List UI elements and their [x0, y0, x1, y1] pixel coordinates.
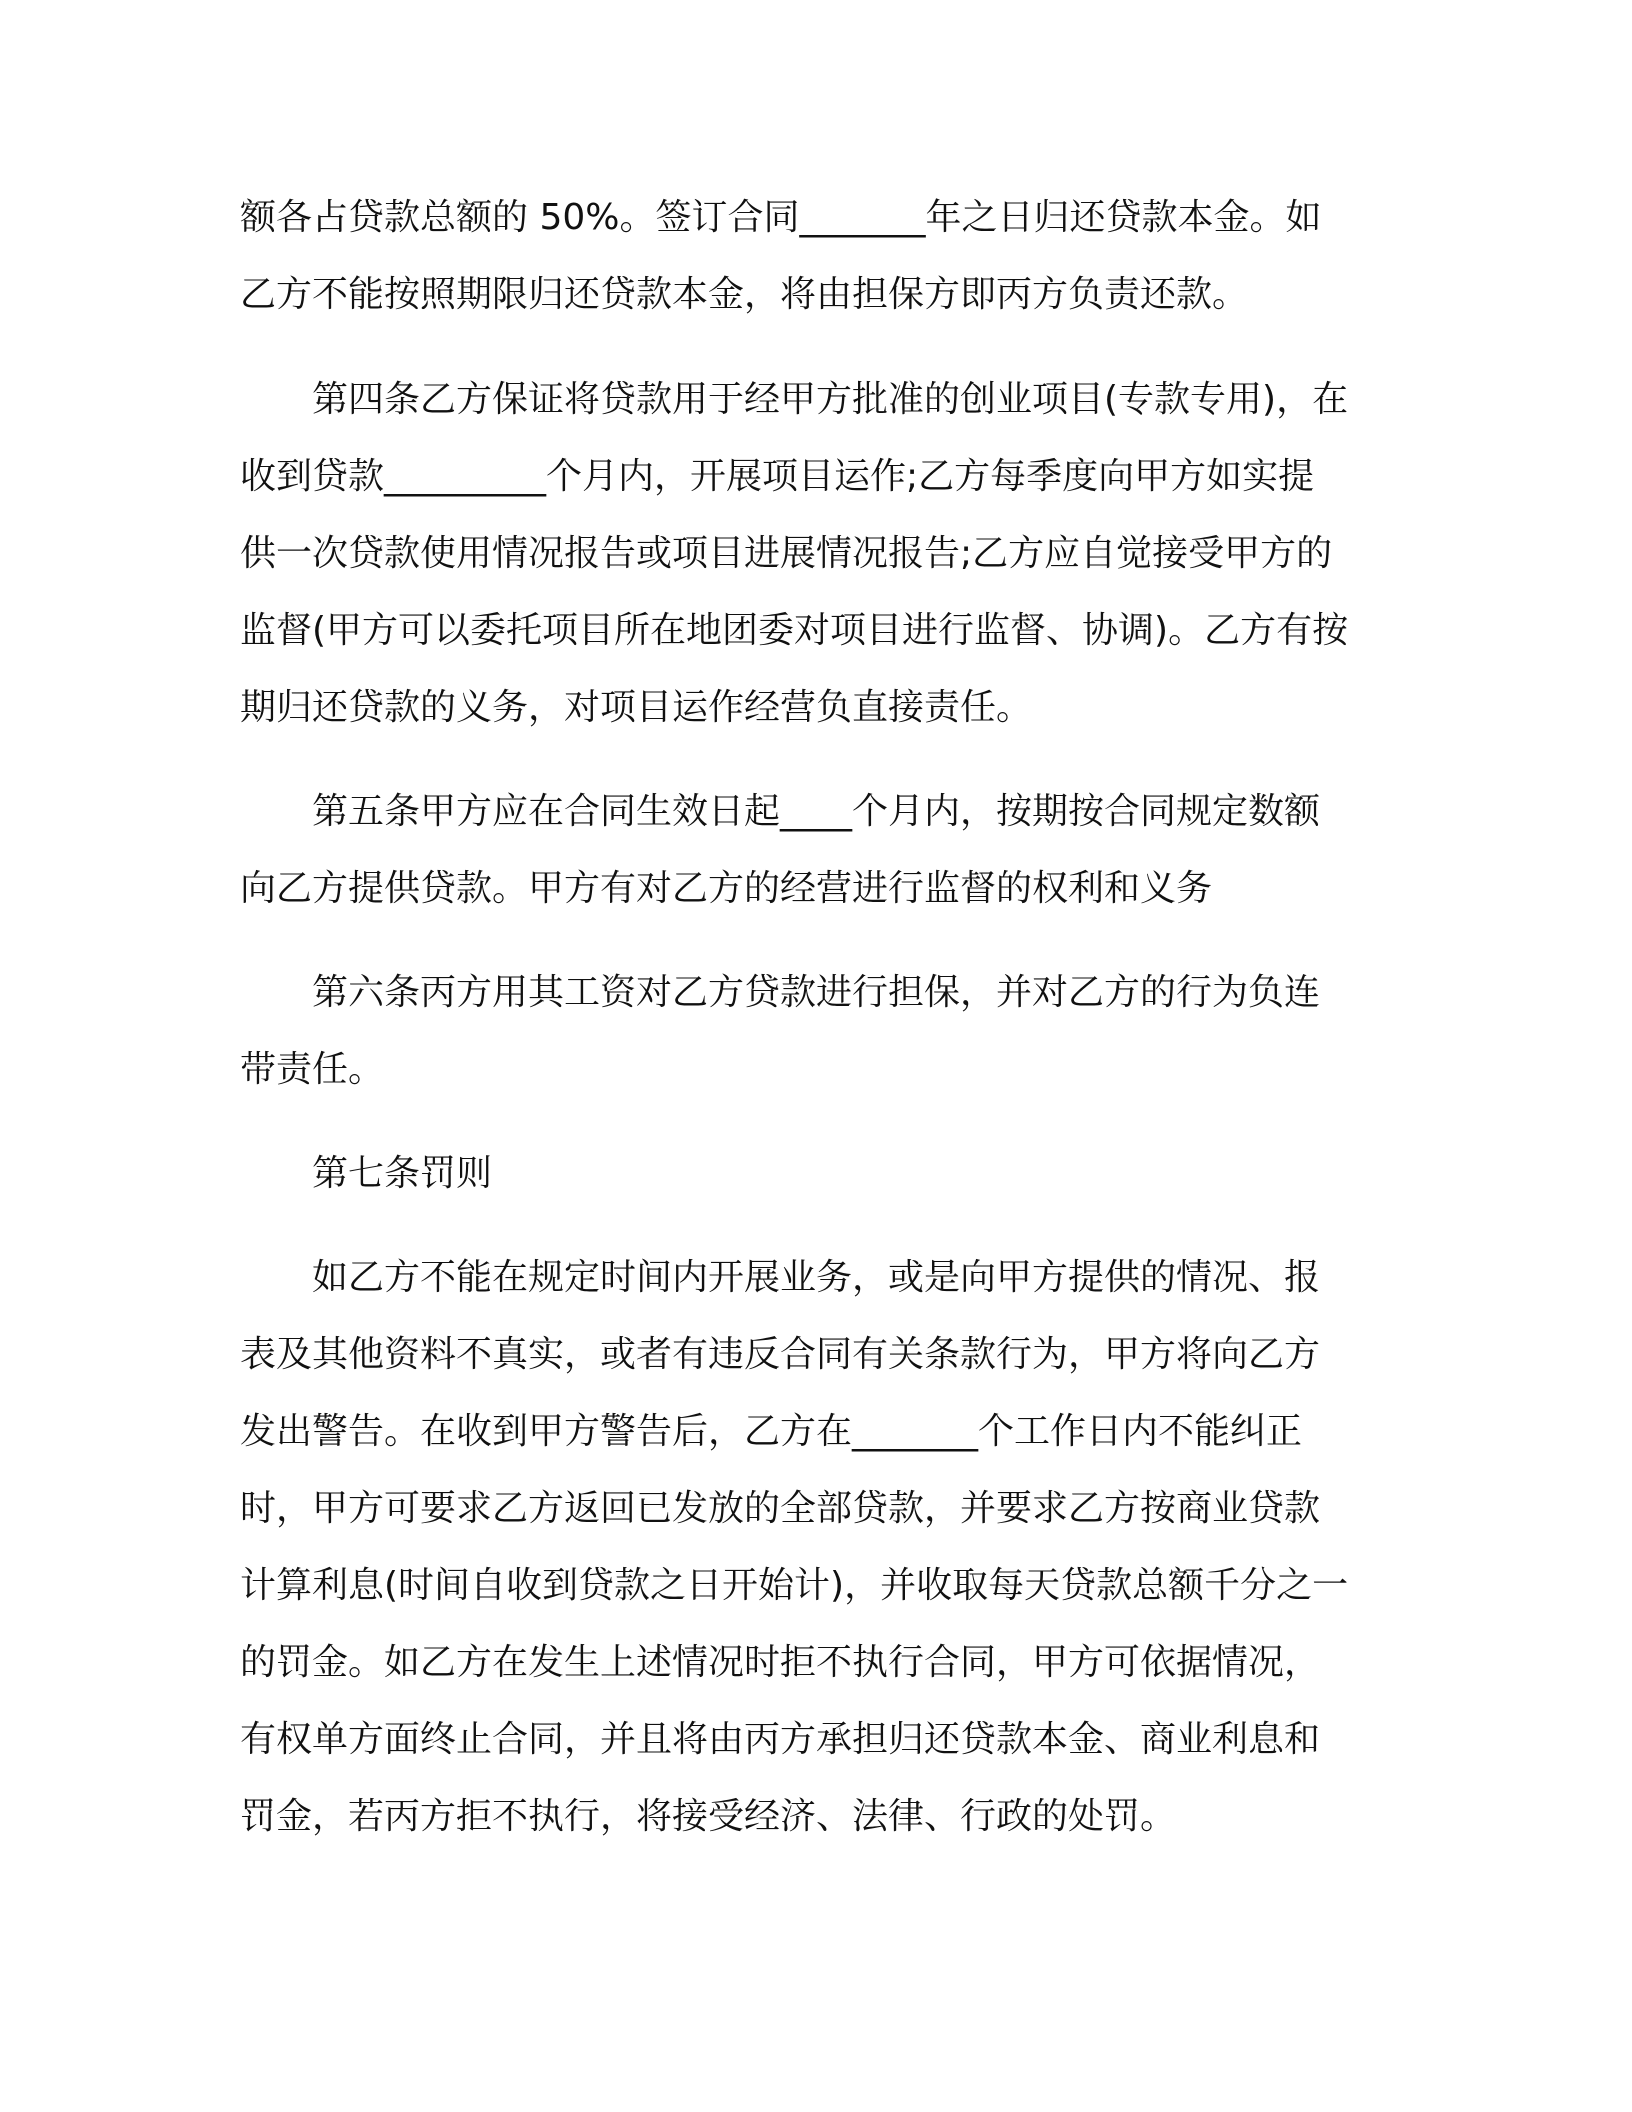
penalty-line-3: 发出警告。在收到甲方警告后，乙方在_______个工作日内不能纠正 [240, 1411, 1303, 1452]
penalty-line-7: 有权单方面终止合同，并且将由丙方承担归还贷款本金、商业利息和 [240, 1719, 1321, 1760]
penalty-line-1: 如乙方不能在规定时间内开展业务，或是向甲方提供的情况、报 [312, 1257, 1321, 1298]
article-4-line-5: 期归还贷款的义务，对项目运作经营负直接责任。 [240, 687, 1033, 728]
article-4-line-1: 第四条乙方保证将贷款用于经甲方批准的创业项目(专款专用)，在 [312, 379, 1349, 420]
penalty-line-5: 计算利息(时间自收到贷款之日开始计)，并收取每天贷款总额千分之一 [240, 1565, 1349, 1606]
article-7-heading: 第七条罚则 [312, 1153, 493, 1194]
article-4-line-2: 收到贷款_________个月内，开展项目运作;乙方每季度向甲方如实提 [240, 456, 1315, 497]
article-5-line-2: 向乙方提供贷款。甲方有对乙方的经营进行监督的权利和义务 [240, 868, 1213, 909]
penalty-line-2: 表及其他资料不真实，或者有违反合同有关条款行为，甲方将向乙方 [240, 1334, 1321, 1375]
article-6-line-1: 第六条丙方用其工资对乙方贷款进行担保，并对乙方的行为负连 [312, 972, 1321, 1013]
paragraph-1-line-1: 额各占贷款总额的 50%。签订合同_______年之日归还贷款本金。如 [240, 197, 1322, 238]
penalty-line-4: 时，甲方可要求乙方返回已发放的全部贷款，并要求乙方按商业贷款 [240, 1488, 1321, 1529]
penalty-line-6: 的罚金。如乙方在发生上述情况时拒不执行合同，甲方可依据情况， [240, 1642, 1321, 1683]
article-4-line-3: 供一次贷款使用情况报告或项目进展情况报告;乙方应自觉接受甲方的 [240, 533, 1333, 574]
article-5-line-1: 第五条甲方应在合同生效日起____个月内，按期按合同规定数额 [312, 791, 1321, 832]
paragraph-1-line-2: 乙方不能按照期限归还贷款本金，将由担保方即丙方负责还款。 [240, 274, 1249, 315]
penalty-line-8: 罚金，若丙方拒不执行，将接受经济、法律、行政的处罚。 [240, 1796, 1177, 1837]
article-6-line-2: 带责任。 [240, 1049, 385, 1090]
article-4-line-4: 监督(甲方可以委托项目所在地团委对项目进行监督、协调)。乙方有按 [240, 610, 1349, 651]
